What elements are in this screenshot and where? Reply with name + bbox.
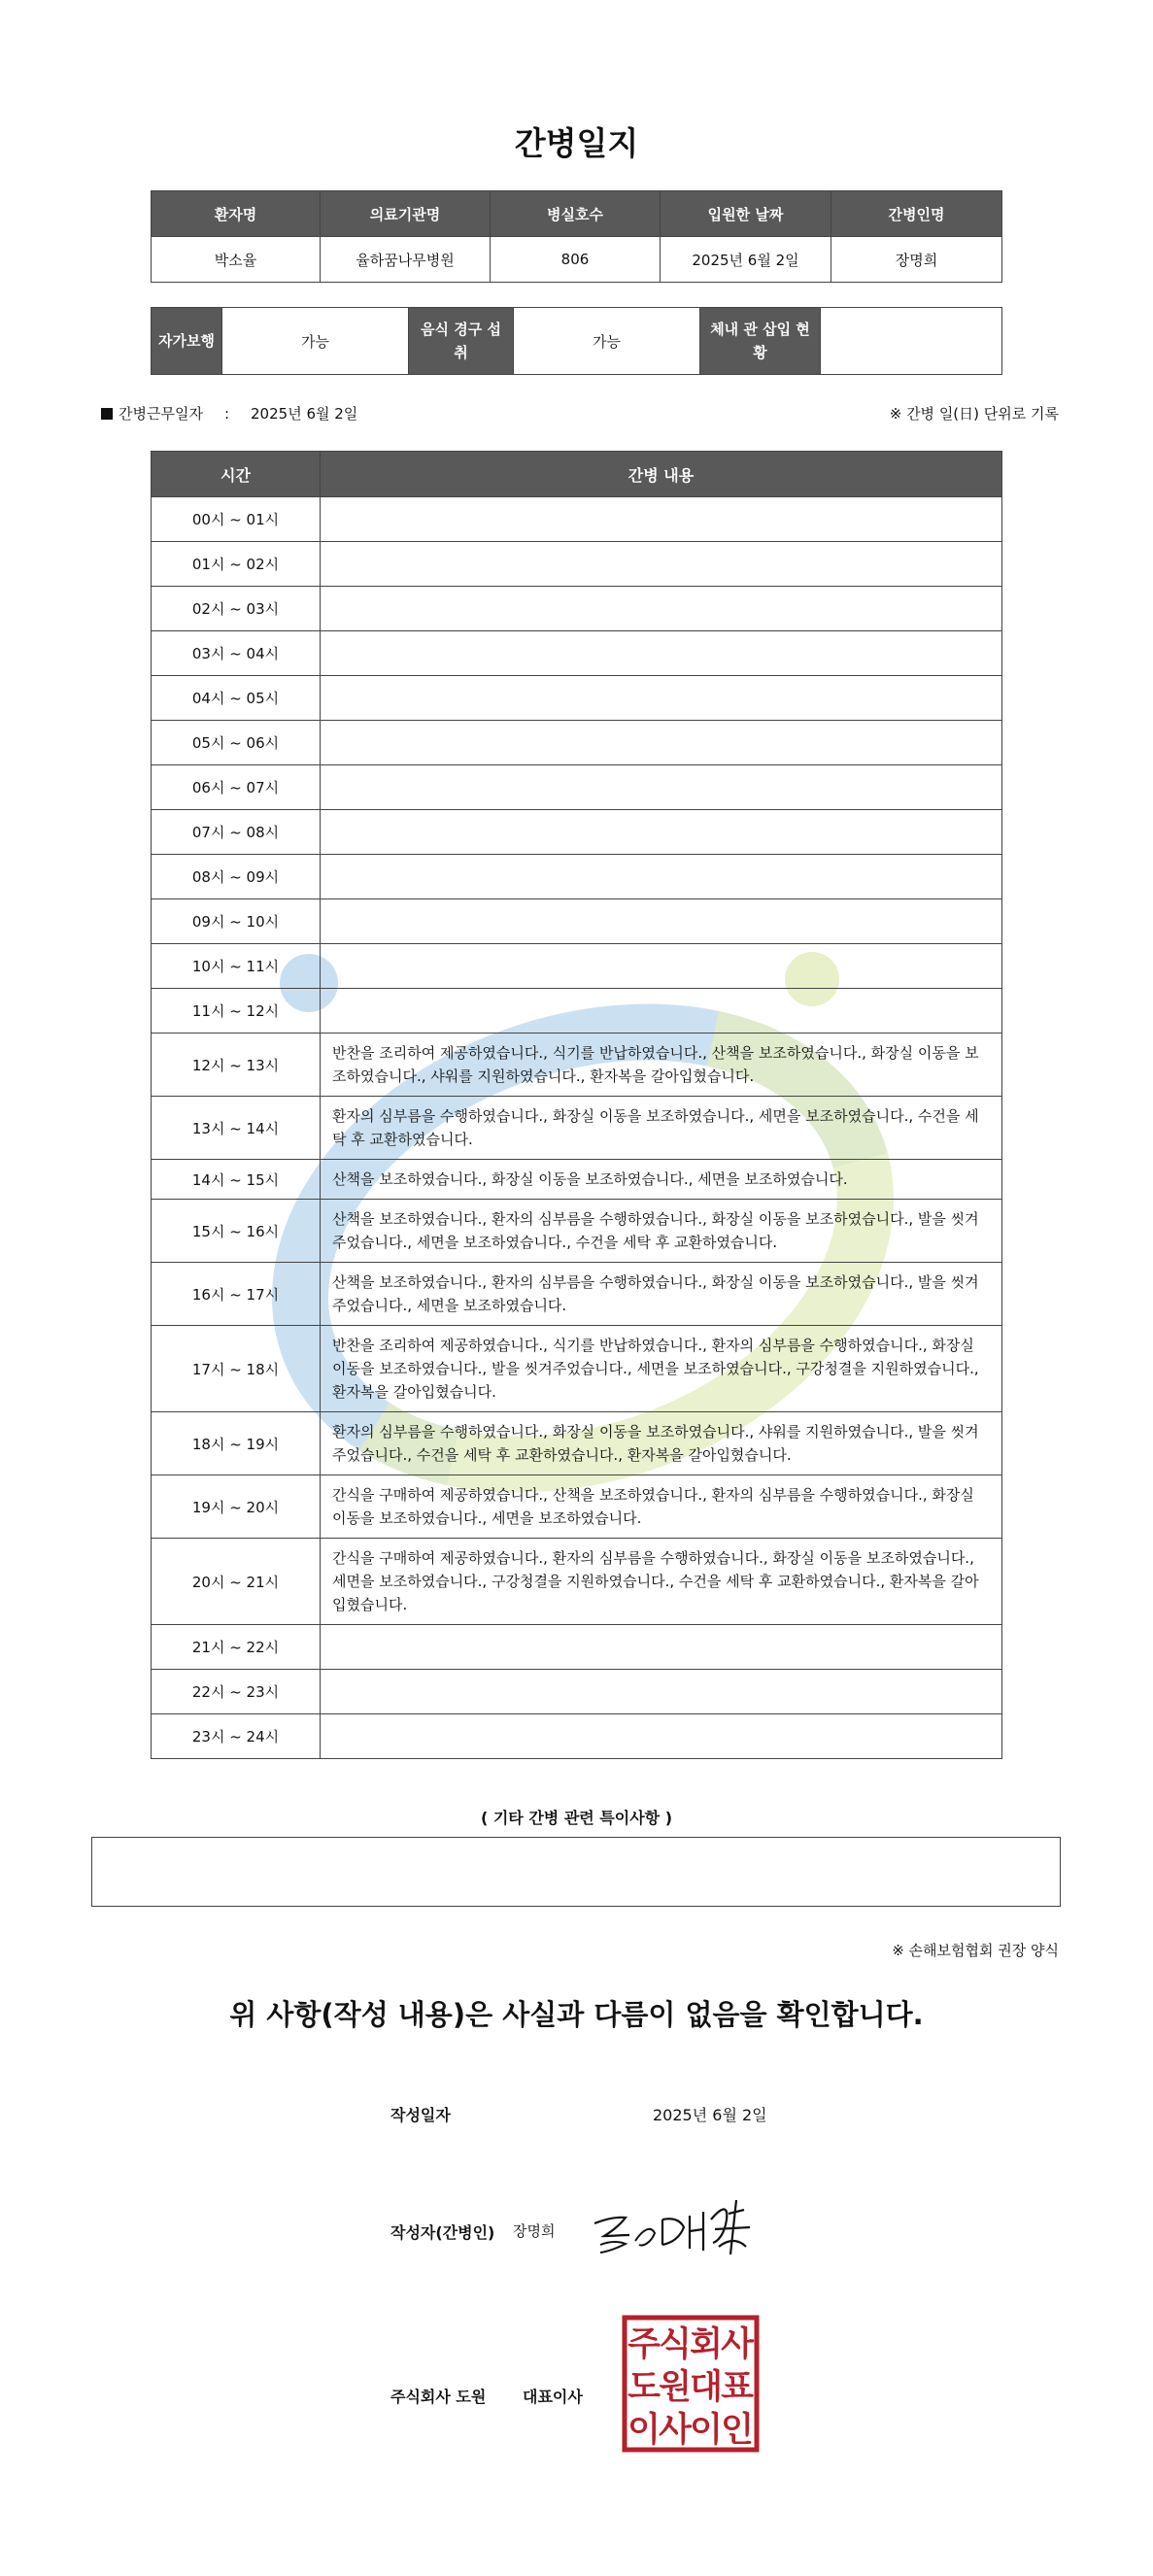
time-slot: 07시 ~ 08시: [152, 810, 321, 855]
time-slot: 00시 ~ 01시: [152, 497, 321, 542]
content-column-header: 간병 내용: [321, 452, 1002, 497]
care-log-row: [152, 765, 1002, 810]
care-log-table: [151, 451, 1002, 1759]
care-log-row: [152, 721, 1002, 765]
care-content: [321, 1670, 1002, 1714]
writer-label: 작성자(간병인): [390, 2223, 495, 2242]
care-content: 간식을 구매하여 제공하였습니다., 환자의 심부름을 수행하였습니다., 화장실 이동을 보조하였습니다., 세면을 보조하였습니다., 구강청결을 지원하였습니다., 수건을 세탁 후 교환하였습니다., 환자복을 갈아입혔습니다.: [321, 1539, 1002, 1625]
work-date-line: [101, 403, 357, 424]
care-content: [321, 899, 1002, 944]
patient-status-table: [151, 307, 1002, 375]
care-content: [321, 587, 1002, 631]
svg-text:사: 사: [721, 2325, 754, 2364]
room-number-value: 806: [491, 237, 661, 283]
care-log-row: [152, 1097, 1002, 1160]
time-slot: 06시 ~ 07시: [152, 765, 321, 810]
care-content: [321, 989, 1002, 1034]
time-slot: 22시 ~ 23시: [152, 1670, 321, 1714]
time-slot: 12시 ~ 13시: [152, 1034, 321, 1097]
special-notes-title: ( 기타 간병 관련 특이사항 ): [480, 1809, 673, 1827]
care-log-row: [152, 587, 1002, 631]
time-slot: 10시 ~ 11시: [152, 944, 321, 989]
care-content: [321, 542, 1002, 587]
svg-text:사: 사: [659, 2411, 692, 2450]
care-content: [321, 944, 1002, 989]
care-content: [321, 1714, 1002, 1759]
self-walking-value: 가능: [222, 308, 409, 375]
care-content: 산책을 보조하였습니다., 환자의 심부름을 수행하였습니다., 화장실 이동을 보조하였습니다., 발을 씻겨주었습니다., 세면을 보조하였습니다., 수건을 세탁 후 교환하였습니다.: [321, 1200, 1002, 1263]
care-content: 반찬을 조리하여 제공하였습니다., 식기를 반납하였습니다., 산책을 보조하였습니다., 화장실 이동을 보조하였습니다., 샤워를 지원하였습니다., 환자복을 갈아입혔습니다.: [321, 1034, 1002, 1097]
care-log-row: [152, 1625, 1002, 1670]
care-content: [321, 1625, 1002, 1670]
patient-name-header: 환자명: [152, 191, 321, 237]
patient-name-value: 박소율: [152, 237, 321, 283]
svg-text:대: 대: [690, 2368, 723, 2407]
care-content: [321, 721, 1002, 765]
care-content: 산책을 보조하였습니다., 화장실 이동을 보조하였습니다., 세면을 보조하였습니다.: [321, 1160, 1002, 1200]
care-log-row: [152, 1475, 1002, 1539]
svg-text:인: 인: [721, 2411, 754, 2450]
written-date-value: 2025년 6월 2일: [653, 2106, 767, 2124]
confirmation-statement: 위 사항(작성 내용)은 사실과 다름이 없음을 확인합니다.: [229, 1998, 924, 2031]
time-slot: 14시 ~ 15시: [152, 1160, 321, 1200]
time-column-header: 시간: [152, 452, 321, 497]
writer-name: 장명희: [513, 2222, 556, 2240]
care-content: [321, 810, 1002, 855]
care-log-rows: [152, 497, 1002, 1759]
care-log-row: [152, 1263, 1002, 1326]
svg-text:회: 회: [690, 2325, 723, 2364]
care-content: [321, 631, 1002, 676]
svg-text:이: 이: [690, 2411, 723, 2450]
special-notes-box: [91, 1837, 1061, 1907]
time-slot: 04시 ~ 05시: [152, 676, 321, 721]
care-content: [321, 855, 1002, 899]
svg-text:원: 원: [659, 2368, 692, 2407]
time-slot: 02시 ~ 03시: [152, 587, 321, 631]
document-title: 간병일지: [514, 124, 639, 162]
care-log-row: [152, 855, 1002, 899]
patient-info-table: [151, 190, 1002, 283]
care-log-row: [152, 899, 1002, 944]
care-log-row: [152, 810, 1002, 855]
handwritten-signature: [583, 2190, 767, 2263]
time-slot: 19시 ~ 20시: [152, 1475, 321, 1539]
time-slot: 01시 ~ 02시: [152, 542, 321, 587]
caregiver-name-header: 간병인명: [831, 191, 1002, 237]
care-content: [321, 497, 1002, 542]
svg-text:표: 표: [721, 2368, 754, 2407]
care-log-row: [152, 1412, 1002, 1475]
care-log-row: [152, 989, 1002, 1034]
svg-text:주: 주: [627, 2325, 661, 2364]
svg-text:도: 도: [627, 2368, 661, 2407]
work-date-value: 2025년 6월 2일: [251, 405, 358, 423]
admission-date-value: 2025년 6월 2일: [661, 237, 831, 283]
care-log-row: [152, 631, 1002, 676]
written-date-label: 작성일자: [390, 2106, 451, 2124]
care-log-row: [152, 497, 1002, 542]
time-slot: 13시 ~ 14시: [152, 1097, 321, 1160]
time-slot: 17시 ~ 18시: [152, 1326, 321, 1412]
svg-text:식: 식: [659, 2325, 692, 2364]
hospital-name-value: 율하꿈나무병원: [321, 237, 491, 283]
oral-intake-value: 가능: [514, 308, 700, 375]
time-slot: 23시 ~ 24시: [152, 1714, 321, 1759]
hospital-name-header: 의료기관명: [321, 191, 491, 237]
time-slot: 18시 ~ 19시: [152, 1412, 321, 1475]
care-log-row: [152, 1539, 1002, 1625]
care-log-row: [152, 1160, 1002, 1200]
ceo-label: 대표이사: [523, 2388, 583, 2406]
work-date-label: 간병근무일자: [119, 405, 203, 423]
time-slot: 09시 ~ 10시: [152, 899, 321, 944]
time-slot: 05시 ~ 06시: [152, 721, 321, 765]
care-log-row: [152, 676, 1002, 721]
work-date-separator: :: [223, 405, 230, 423]
time-slot: 21시 ~ 22시: [152, 1625, 321, 1670]
time-slot: 15시 ~ 16시: [152, 1200, 321, 1263]
care-log-row: [152, 1714, 1002, 1759]
self-walking-label: 자가보행: [152, 308, 222, 375]
care-log-row: [152, 1200, 1002, 1263]
caregiver-name-value: 장명희: [831, 237, 1002, 283]
care-content: 간식을 구매하여 제공하였습니다., 산책을 보조하였습니다., 환자의 심부름을 수행하였습니다., 화장실 이동을 보조하였습니다., 세면을 보조하였습니다.: [321, 1475, 1002, 1539]
recommended-form-note: ※ 손해보험협회 권장 양식: [892, 1942, 1059, 1959]
time-slot: 16시 ~ 17시: [152, 1263, 321, 1326]
square-bullet-icon: [101, 408, 113, 420]
care-log-row: [152, 1670, 1002, 1714]
care-content: 반찬을 조리하여 제공하였습니다., 식기를 반납하였습니다., 환자의 심부름을 수행하였습니다., 화장실 이동을 보조하였습니다., 발을 씻겨주었습니다., 세면을 보조하였습니다., 구강청결을 지원하였습니다., 환자복을 갈아입혔습니다.: [321, 1326, 1002, 1412]
unit-note: ※ 간병 일(日) 단위로 기록: [889, 405, 1059, 423]
time-slot: 08시 ~ 09시: [152, 855, 321, 899]
care-log-row: [152, 1326, 1002, 1412]
care-content: 환자의 심부름을 수행하였습니다., 화장실 이동을 보조하였습니다., 샤워를 지원하였습니다., 발을 씻겨주었습니다., 수건을 세탁 후 교환하였습니다., 환자복을 갈아입혔습니다.: [321, 1412, 1002, 1475]
care-log-row: [152, 944, 1002, 989]
time-slot: 20시 ~ 21시: [152, 1539, 321, 1625]
care-content: [321, 676, 1002, 721]
care-log-row: [152, 542, 1002, 587]
care-content: 산책을 보조하였습니다., 환자의 심부름을 수행하였습니다., 화장실 이동을 보조하였습니다., 발을 씻겨주었습니다., 세면을 보조하였습니다.: [321, 1263, 1002, 1326]
time-slot: 03시 ~ 04시: [152, 631, 321, 676]
care-content: 환자의 심부름을 수행하였습니다., 화장실 이동을 보조하였습니다., 세면을 보조하였습니다., 수건을 세탁 후 교환하였습니다.: [321, 1097, 1002, 1160]
admission-date-header: 입원한 날짜: [661, 191, 831, 237]
care-content: [321, 765, 1002, 810]
oral-intake-label: 음식 경구 섭취: [409, 308, 514, 375]
tube-insertion-label: 체내 관 삽입 현황: [700, 308, 821, 375]
room-number-header: 병실호수: [491, 191, 661, 237]
care-log-row: [152, 1034, 1002, 1097]
company-seal-stamp: [622, 2315, 760, 2453]
svg-text:이: 이: [627, 2411, 661, 2450]
tube-insertion-value: [821, 308, 1002, 375]
time-slot: 11시 ~ 12시: [152, 989, 321, 1034]
company-name-label: 주식회사 도원: [390, 2388, 487, 2406]
